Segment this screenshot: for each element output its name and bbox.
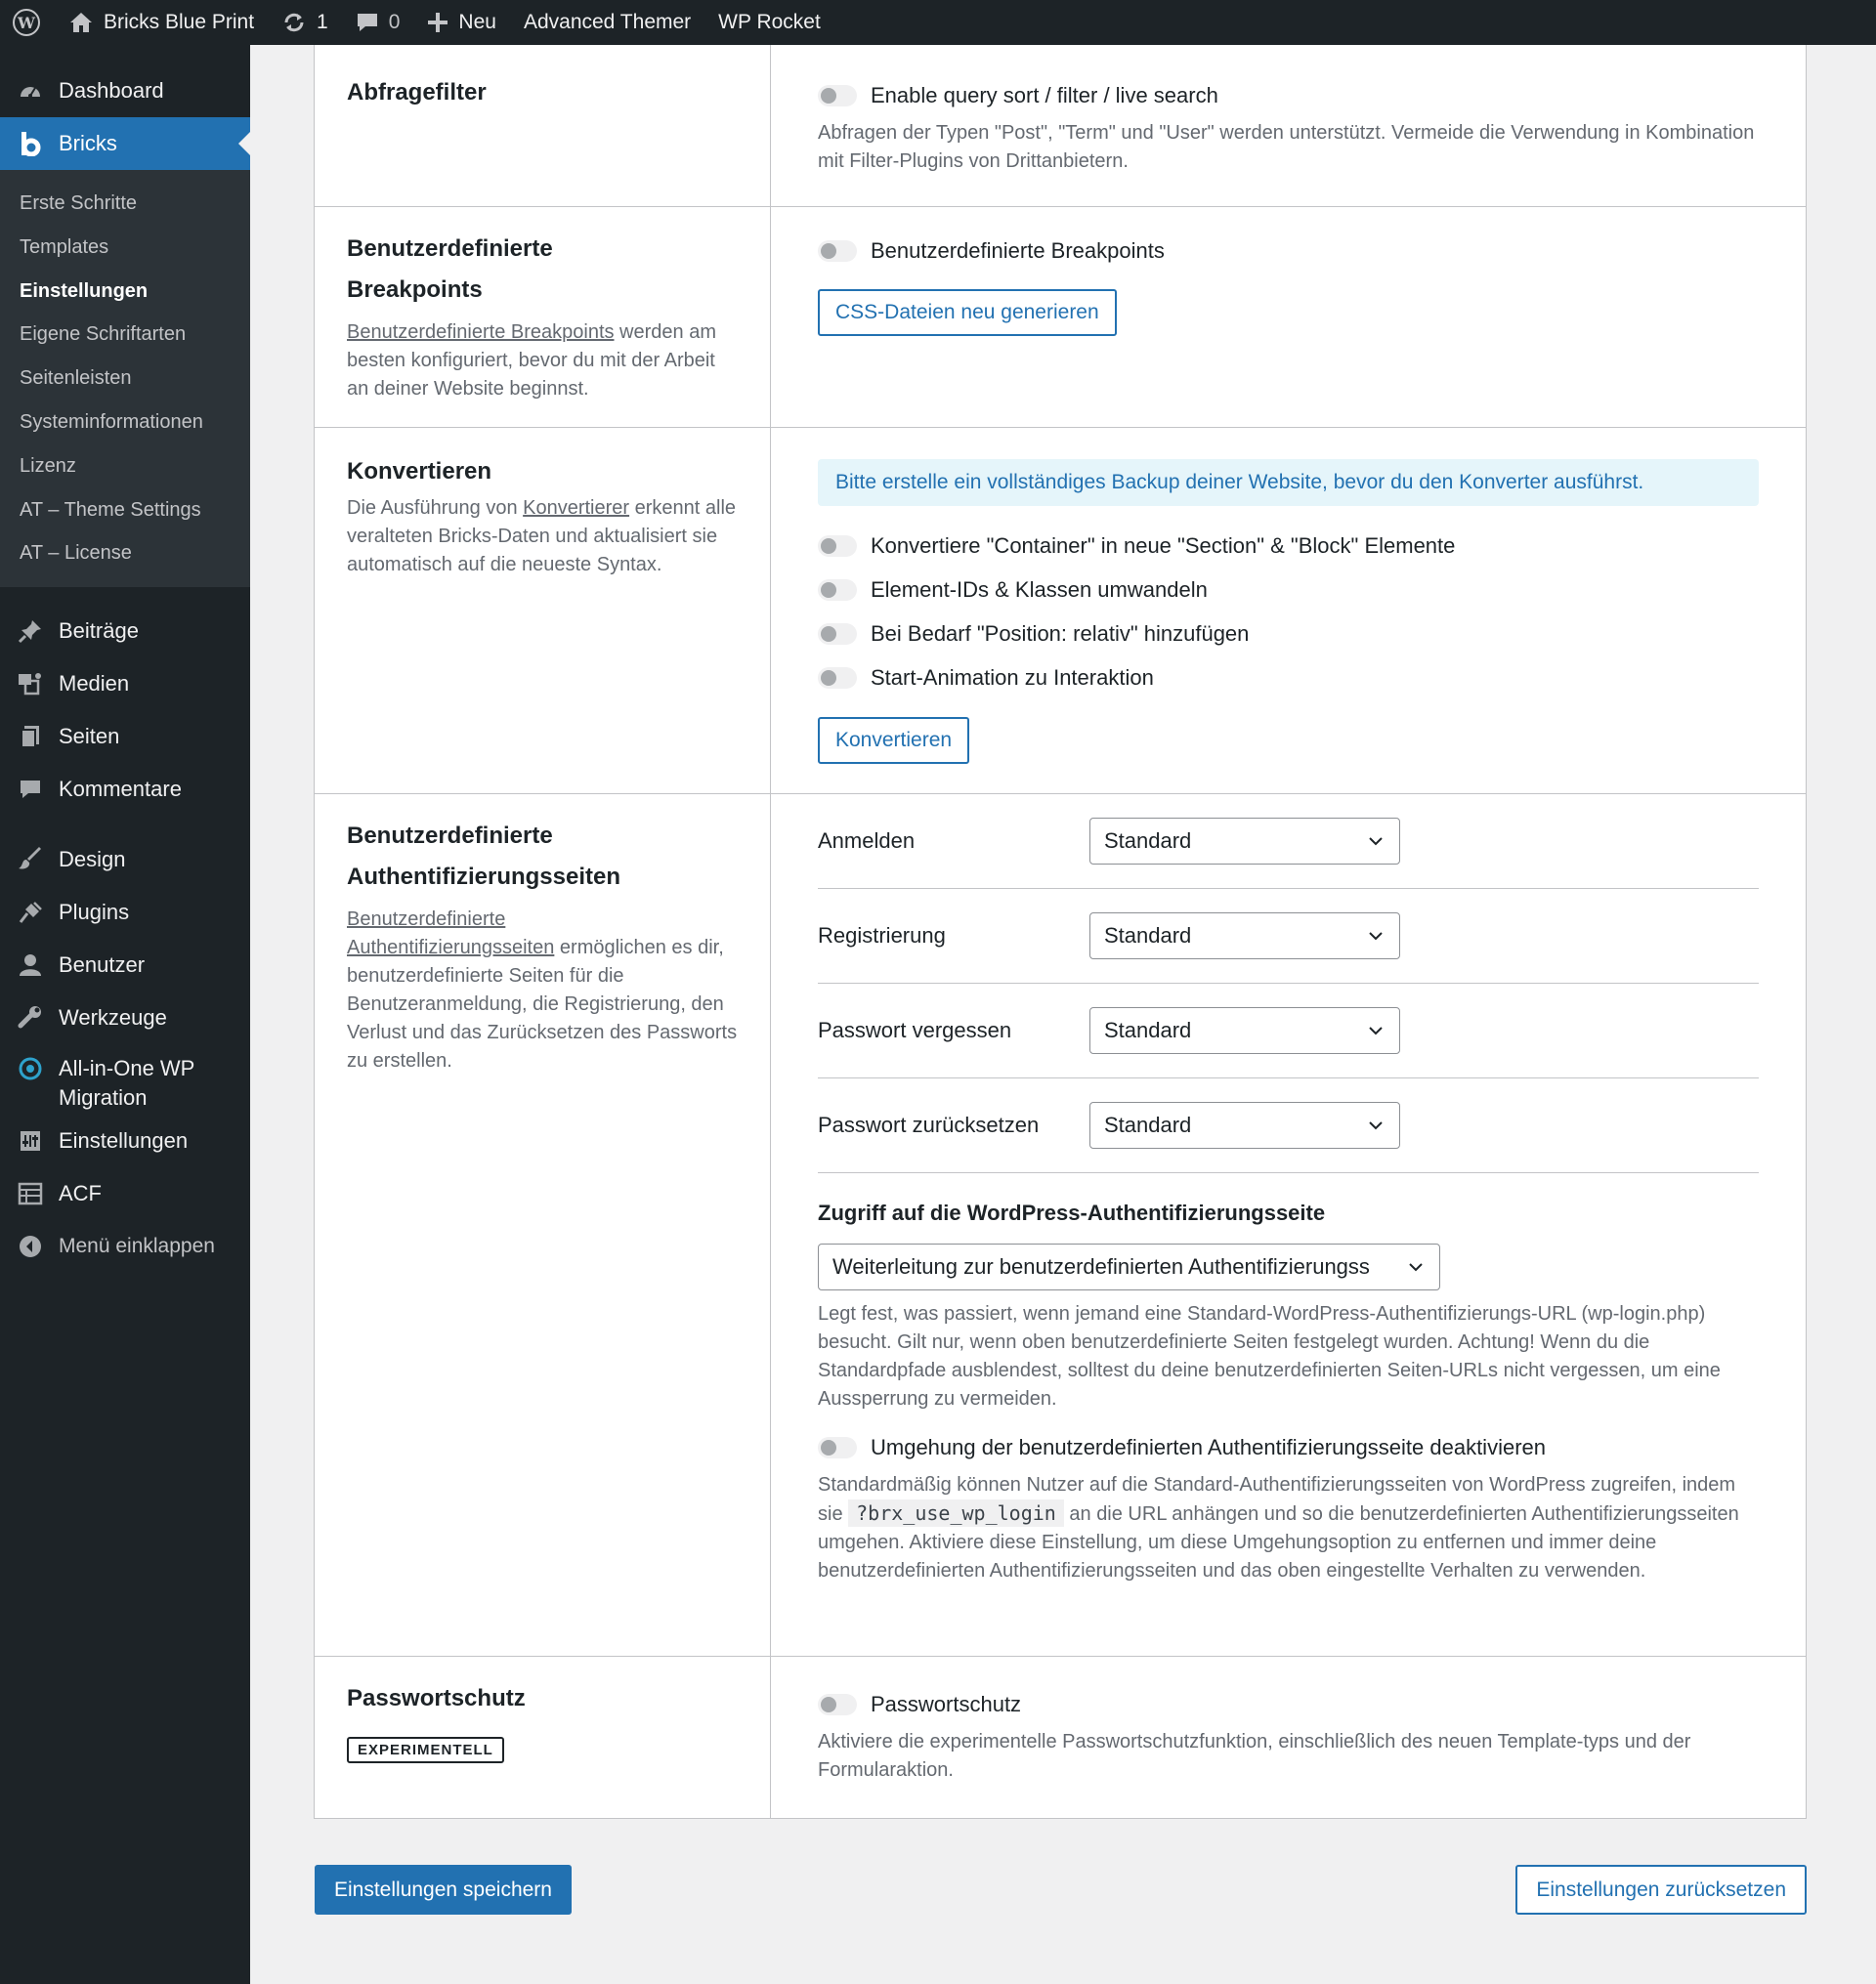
auth-description: Benutzerdefinierte Authentifizierungsseiten ermöglichen es dir, benutzerdefinierte Seiten für die Benutzeranmeldung, die Registrierung, den Verlust und das Zurücksetzen des Passworts zu erstellen. — [347, 906, 739, 1076]
user-icon — [16, 950, 45, 980]
site-name: Bricks Blue Print — [104, 11, 255, 33]
auth-doc-link[interactable]: Benutzerdefinierte Authentifizierungsseiten — [347, 908, 555, 958]
migration-label-line2: Migration — [59, 1085, 148, 1111]
row-query-filter — [315, 45, 1806, 206]
query-filter-toggle-label: Enable query sort / filter / live search — [871, 82, 1218, 107]
menu-werkzeuge[interactable]: Werkzeuge — [0, 992, 250, 1044]
menu-acf[interactable]: ACF — [0, 1167, 250, 1220]
password-protection-label: Passwortschutz — [871, 1691, 1022, 1716]
wrench-icon — [16, 1003, 45, 1033]
site-name-link[interactable] — [55, 0, 268, 45]
convert-container-label: Konvertiere "Container" in neue "Section" & "Block" Elemente — [871, 532, 1456, 558]
wordpress-logo-button[interactable] — [0, 0, 55, 45]
wordpress-logo-icon — [12, 8, 41, 37]
submenu-at-theme-settings[interactable]: AT – Theme Settings — [20, 498, 201, 521]
collapse-menu-button[interactable]: Menü einklappen — [0, 1220, 250, 1273]
query-filter-toggle[interactable] — [818, 85, 857, 106]
converter-title: Konvertieren — [347, 458, 492, 485]
lost-password-label: Passwort vergessen — [818, 1018, 1012, 1042]
add-position-relative-toggle[interactable] — [818, 623, 857, 645]
wp-rocket-link[interactable] — [704, 0, 834, 45]
submenu-lizenz[interactable]: Lizenz — [20, 454, 76, 477]
menu-dashboard[interactable]: Dashboard — [0, 64, 250, 117]
add-position-relative-label: Bei Bedarf "Position: relativ" hinzufügen — [871, 620, 1250, 646]
converter-description: Die Ausführung von Konvertierer erkennt alle veralteten Bricks-Daten und aktualisiert sie automatisch auf die neueste Syntax. — [347, 497, 737, 575]
wp-auth-access-help: Legt fest, was passiert, wenn jemand eine Standard-WordPress-Authentifizierungs-URL (wp-login.php) besucht. Gilt nur, wenn oben benutzerdefinierte Seiten festgelegt wurden. Achtung! Wenn du die Standardpfade ausblendest, solltest du deine benutzerdefinierten Seiten-URLs nicht vergessen, um eine Aussperrung zu vermeiden. — [818, 1303, 1721, 1410]
start-animation-toggle[interactable] — [818, 667, 857, 689]
auth-title-line1: Benutzerdefinierte — [347, 823, 553, 849]
query-filter-help: Abfragen der Typen "Post", "Term" und "User" werden unterstützt. Vermeide die Verwendung in Kombination mit Filter-Plugins von Drittanbietern. — [818, 122, 1755, 172]
bricks-submenu — [0, 170, 250, 587]
start-animation-label: Start-Animation zu Interaktion — [871, 664, 1154, 690]
wp-auth-access-select[interactable]: Weiterleitung zur benutzerdefinierten Authentifizierungss — [818, 1244, 1440, 1290]
reset-password-field-row — [818, 1078, 1759, 1173]
acf-grid-icon — [16, 1179, 45, 1208]
paintbrush-icon — [16, 845, 45, 874]
pages-icon — [16, 722, 45, 751]
convert-ids-classes-label: Element-IDs & Klassen umwandeln — [871, 576, 1208, 602]
password-protection-help: Aktiviere die experimentelle Passwortschutzfunktion, einschließlich des neuen Template-typs und der Formularaktion. — [818, 1731, 1691, 1781]
login-field-row — [818, 794, 1759, 889]
media-icon — [16, 669, 45, 698]
admin-bar — [0, 0, 1876, 45]
plugin-icon — [16, 898, 45, 927]
menu-bricks[interactable]: Bricks — [0, 117, 250, 170]
migration-label-line1: All-in-One WP — [59, 1056, 195, 1081]
bricks-logo-icon — [16, 129, 45, 158]
comments-count: 0 — [388, 11, 401, 33]
chevron-down-icon — [1366, 831, 1386, 851]
breakpoints-description: Benutzerdefinierte Breakpoints werden am besten konfiguriert, bevor du mit der Arbeit an deiner Website beginnst. — [347, 321, 716, 400]
register-select[interactable]: Standard — [1089, 912, 1400, 959]
chevron-down-icon — [1366, 926, 1386, 946]
chevron-down-icon — [1366, 1021, 1386, 1040]
experimental-badge: EXPERIMENTELL — [347, 1737, 504, 1763]
comments-icon — [16, 775, 45, 804]
bypass-query-code: ?brx_use_wp_login — [848, 1499, 1064, 1527]
menu-medien[interactable]: Medien — [0, 657, 250, 710]
breakpoints-toggle-label: Benutzerdefinierte Breakpoints — [871, 237, 1165, 263]
row-custom-breakpoints — [315, 206, 1806, 427]
menu-beitraege[interactable]: Beiträge — [0, 605, 250, 657]
register-field-row — [818, 889, 1759, 984]
row-converter — [315, 427, 1806, 793]
submenu-seitenleisten[interactable]: Seitenleisten — [20, 367, 132, 390]
regenerate-css-button[interactable]: CSS-Dateien neu generieren — [818, 289, 1117, 336]
submenu-eigene-schriftarten[interactable]: Eigene Schriftarten — [20, 323, 187, 346]
refresh-icon — [281, 10, 307, 35]
new-label: Neu — [458, 11, 496, 33]
migration-icon — [16, 1054, 45, 1083]
disable-bypass-label: Umgehung der benutzerdefinierten Authentifizierungsseite deaktivieren — [871, 1434, 1546, 1459]
comment-icon — [356, 11, 379, 34]
home-icon — [68, 11, 94, 34]
menu-all-in-one-wp-migration[interactable] — [0, 1044, 250, 1115]
submenu-erste-schritte[interactable]: Erste Schritte — [20, 192, 138, 214]
reset-password-select[interactable]: Standard — [1089, 1102, 1400, 1149]
query-filter-title: Abfragefilter — [347, 79, 487, 106]
plus-icon — [427, 12, 448, 33]
admin-sidebar — [0, 45, 250, 1984]
menu-einstellungen[interactable]: Einstellungen — [0, 1115, 250, 1167]
dashboard-icon — [16, 76, 45, 106]
disable-bypass-help: Standardmäßig können Nutzer auf die Standard-Authentifizierungsseiten von WordPress zugreifen, indem sie ?brx_use_wp_login an die URL anhängen und so die benutzerdefinierten Authentifizierungsseiten umgehen. Aktiviere diese Einstellung, um diese Umgehungsoption zu entfernen und immer deine benutzerdefinierten Authentifizierungsseiten und das oben eingestellte Verhalten zu verwenden. — [818, 1474, 1739, 1582]
pin-icon — [16, 616, 45, 646]
submenu-systeminformationen[interactable]: Systeminformationen — [20, 410, 203, 433]
login-select[interactable]: Standard — [1089, 818, 1400, 865]
chevron-down-icon — [1406, 1257, 1426, 1277]
save-settings-button[interactable]: Einstellungen speichern — [315, 1865, 572, 1915]
convert-ids-classes-toggle[interactable] — [818, 579, 857, 601]
comments-link[interactable] — [342, 0, 414, 45]
wp-rocket-label: WP Rocket — [718, 11, 821, 33]
row-auth-pages — [315, 793, 1806, 1656]
menu-plugins[interactable]: Plugins — [0, 886, 250, 939]
breakpoints-title-line1: Benutzerdefinierte — [347, 235, 553, 262]
collapse-arrow-icon — [16, 1232, 45, 1261]
breakpoints-doc-link[interactable]: Benutzerdefinierte Breakpoints — [347, 321, 615, 343]
wp-auth-access-heading: Zugriff auf die WordPress-Authentifizierungsseite — [818, 1201, 1326, 1225]
lost-password-select[interactable]: Standard — [1089, 1007, 1400, 1054]
submenu-einstellungen[interactable]: Einstellungen — [20, 279, 149, 302]
submenu-at-license[interactable]: AT – License — [20, 542, 132, 565]
backup-notice: Bitte erstelle ein vollständiges Backup deiner Website, bevor du den Konverter ausführst. — [818, 459, 1759, 506]
password-protection-toggle[interactable] — [818, 1694, 857, 1715]
reset-password-label: Passwort zurücksetzen — [818, 1113, 1040, 1137]
submenu-templates[interactable]: Templates — [20, 235, 109, 258]
advanced-themer-link[interactable] — [510, 0, 704, 45]
breakpoints-toggle[interactable] — [818, 240, 857, 262]
login-label: Anmelden — [818, 828, 916, 853]
advanced-themer-label: Advanced Themer — [523, 11, 692, 33]
settings-sliders-icon — [16, 1126, 45, 1156]
reset-settings-button[interactable]: Einstellungen zurücksetzen — [1515, 1865, 1807, 1915]
menu-benutzer[interactable]: Benutzer — [0, 939, 250, 992]
converter-doc-link[interactable]: Konvertierer — [523, 497, 630, 519]
row-password-protection — [315, 1656, 1806, 1818]
breakpoints-title-line2: Breakpoints — [347, 276, 483, 303]
settings-table — [314, 45, 1807, 1819]
svg-text:W: W — [18, 14, 35, 32]
menu-seiten[interactable]: Seiten — [0, 710, 250, 763]
chevron-down-icon — [1366, 1116, 1386, 1135]
convert-container-toggle[interactable] — [818, 535, 857, 557]
convert-button[interactable]: Konvertieren — [818, 717, 969, 764]
register-label: Registrierung — [818, 923, 946, 948]
updates-count: 1 — [317, 11, 328, 33]
updates-link[interactable] — [268, 0, 342, 45]
auth-title-line2: Authentifizierungsseiten — [347, 864, 621, 890]
menu-design[interactable]: Design — [0, 833, 250, 886]
disable-bypass-toggle[interactable] — [818, 1437, 857, 1458]
password-title: Passwortschutz — [347, 1685, 526, 1711]
menu-kommentare[interactable]: Kommentare — [0, 763, 250, 816]
lost-password-field-row — [818, 984, 1759, 1078]
new-content-link[interactable] — [413, 0, 510, 45]
